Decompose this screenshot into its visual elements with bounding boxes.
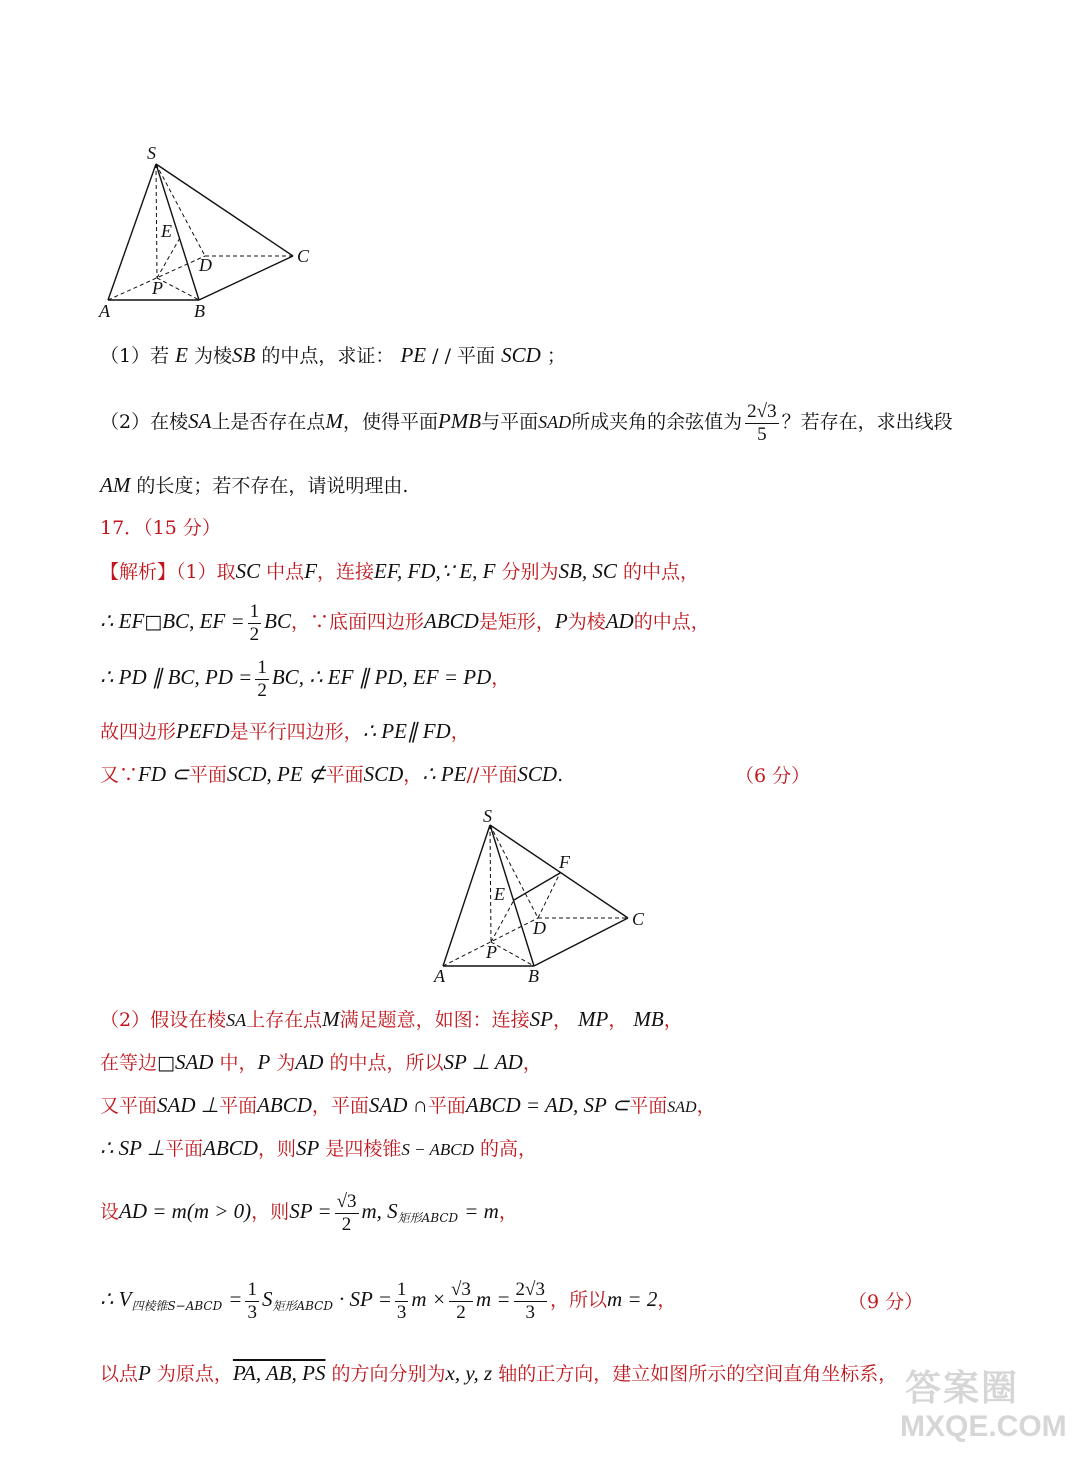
- score-9: （9 分）: [848, 1291, 924, 1313]
- problem-header: 17．（15 分）: [100, 517, 221, 539]
- watermark-bottom: MXQE.COM: [900, 1410, 1067, 1443]
- fig1-label-c: C: [297, 246, 310, 266]
- question-2: （2）在棱SA上是否存在点M，使得平面PMB与平面SAD所成夹角的余弦值为 $\frac{2√3}{5}$ ？若存在，求出线段: [100, 400, 953, 445]
- solution-line-9: ∴ SP ⊥平面ABCD，则SP 是四棱锥S − ABCD 的高，: [100, 1136, 537, 1160]
- score-6: （6 分）: [735, 765, 811, 787]
- solution-line-5: 又∵FD ⊂平面SCD, PE ⊄平面SCD，∴ PE//平面SCD.: [100, 762, 564, 786]
- solution-line-4: 故四边形PEFD是平行四边形，∴ PE∥ FD，: [100, 719, 470, 743]
- question-2-cont: AM 的长度；若不存在，请说明理由.: [100, 473, 409, 497]
- fig2-label-s: S: [483, 806, 492, 826]
- solution-line-3: ∴ PD ∥ BC, PD = $\frac{1}{2}$ BC, ∴ EF ∥ PD, EF = PD，: [100, 656, 511, 701]
- fig2-label-d: D: [533, 918, 546, 938]
- fig2-label-p: P: [486, 942, 497, 962]
- question-1: （1）若 E 为棱SB 的中点，求证： PE / / 平面 SCD ；: [100, 343, 566, 367]
- fig1-label-d: D: [199, 255, 212, 275]
- fig1-label-b: B: [194, 301, 205, 321]
- solution-line-10: 设AD = m(m > 0)，则SP = $\frac{√3}{2}$ m, $S_{矩形ABCD} = m$，: [100, 1190, 518, 1235]
- pyramid-figure-1: [95, 140, 335, 325]
- solution-line-1: 【解析】（1）取SC 中点F，连接EF, FD,∵ E, F 分别为SB, SC 的中点，: [100, 559, 699, 583]
- solution-line-11: ∴ $V_{四棱锥S-ABCD}$ = $\frac{1}{3}$ $S_{矩形ABCD}$ · SP = $\frac{1}{3}$ m × $\frac{√3}{2}$ m = $\frac{2√3}{3}$ ，所以m = 2，: [100, 1278, 677, 1323]
- solution-line-12: 以点P 为原点，PA, AB, PS 的方向分别为x, y, z 轴的正方向，建立如图所示的空间直角坐标系，: [100, 1361, 898, 1385]
- solution-line-7: 在等边□SAD 中，P 为AD 的中点，所以SP ⊥ AD，: [100, 1050, 542, 1074]
- fig2-label-a: A: [434, 966, 445, 985]
- fig1-label-a: A: [99, 301, 110, 321]
- fig1-label-s: S: [147, 143, 156, 163]
- watermark-top: 答案圈: [905, 1367, 1020, 1408]
- fig2-label-f: F: [559, 852, 570, 872]
- pyramid-figure-2: [430, 800, 660, 985]
- fig2-label-b: B: [528, 966, 539, 985]
- fig1-label-e: E: [161, 221, 172, 241]
- fig2-label-c: C: [632, 909, 645, 929]
- solution-line-2: ∴ EF□BC, EF = $\frac{1}{2}$ BC，∵底面四边形ABCD是矩形，P为棱AD的中点，: [100, 600, 710, 645]
- solution-line-8: 又平面SAD ⊥平面ABCD，平面SAD ∩平面ABCD = AD, SP ⊂平面SAD，: [100, 1093, 716, 1117]
- fig2-label-e: E: [494, 884, 505, 904]
- solution-line-6: （2）假设在棱SA上存在点M满足题意，如图：连接SP， MP， MB，: [100, 1007, 683, 1031]
- cosine-fraction: $\frac{2√3}{5}$: [747, 400, 777, 445]
- fig1-label-p: P: [152, 278, 163, 298]
